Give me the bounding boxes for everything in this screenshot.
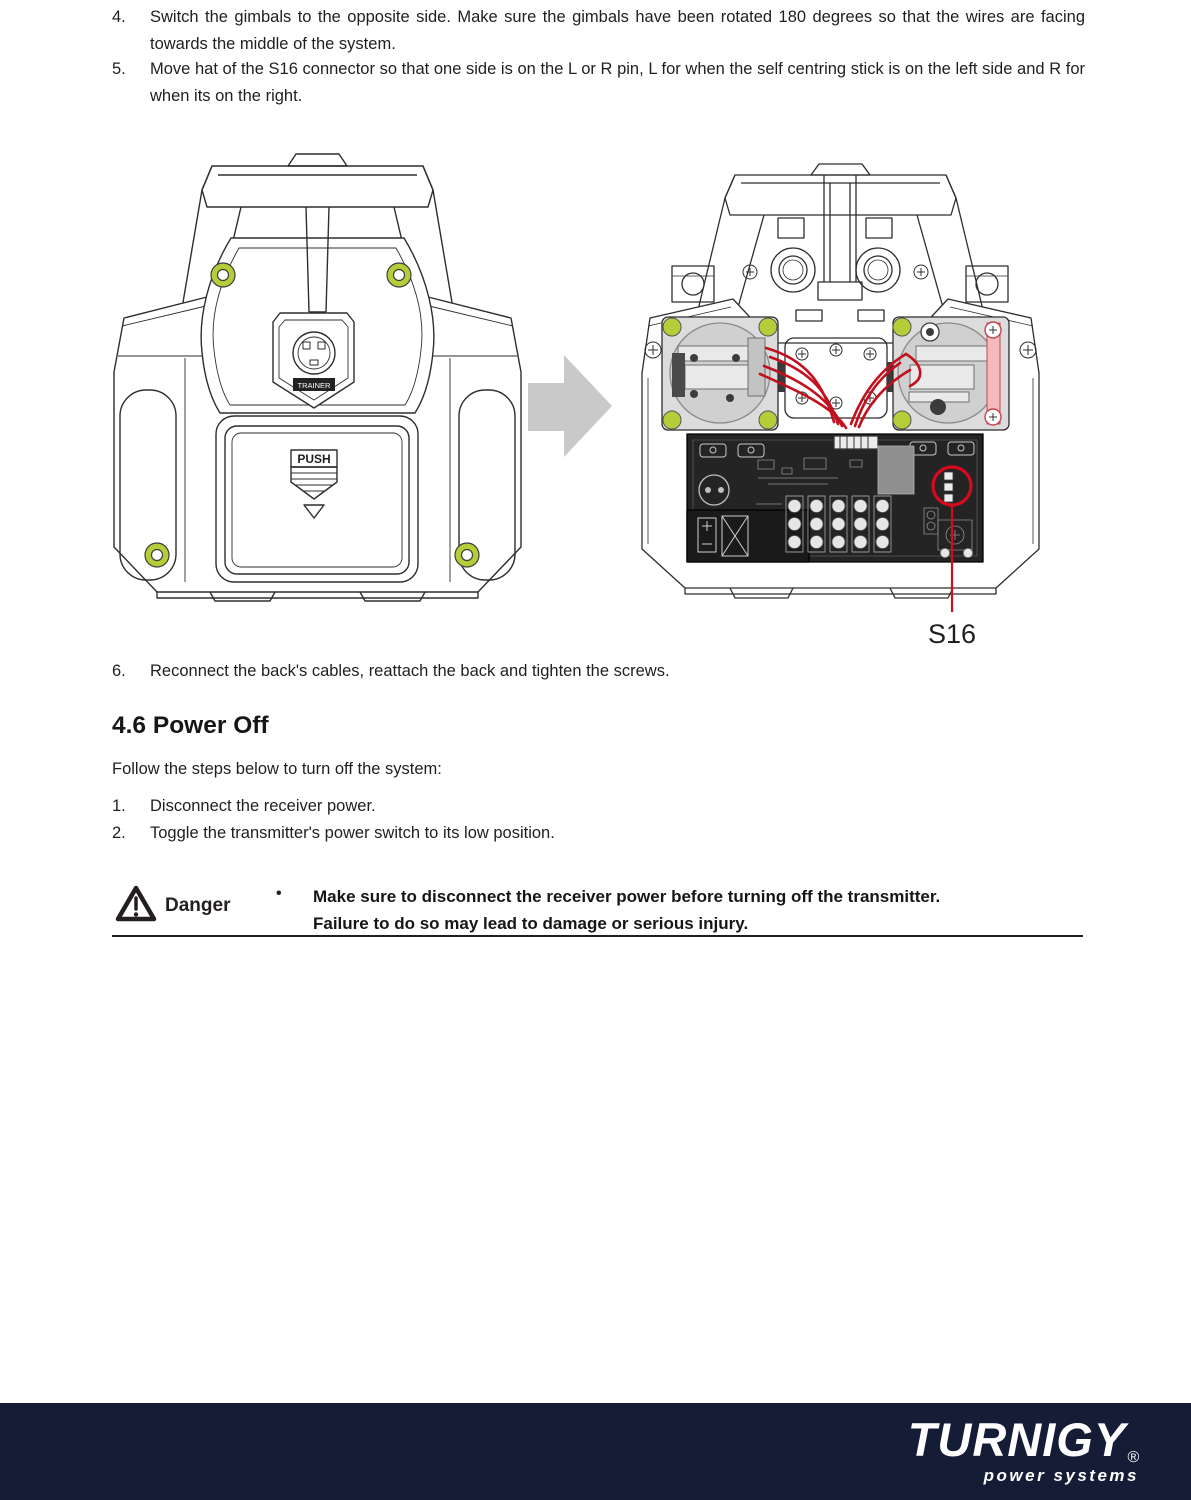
trainer-label: TRAINER	[297, 381, 331, 390]
right-arrow-icon	[528, 353, 612, 459]
wire-connector	[834, 436, 878, 449]
brand-name: TURNIGY	[907, 1413, 1127, 1466]
warning-triangle-icon	[115, 884, 157, 924]
push-label: PUSH	[297, 452, 331, 466]
danger-label: Danger	[165, 895, 231, 916]
horizontal-rule	[112, 935, 1083, 937]
list-item-number: 1.	[112, 797, 126, 815]
gimbal-assembly-right	[893, 317, 1009, 430]
list-item-number: 4.	[112, 8, 126, 26]
bullet: •	[276, 885, 282, 902]
s16-callout-label: S16	[927, 619, 977, 649]
corner-brackets	[672, 266, 1008, 302]
danger-text-line1: Make sure to disconnect the receiver power before turning off the transmitter.	[313, 887, 941, 906]
list-item-6	[112, 658, 1085, 685]
power-off-step-1	[112, 793, 1085, 820]
list-item-5	[112, 56, 1085, 109]
list-item-text: Reconnect the back's cables, reattach the back and tighten the screws.	[150, 662, 670, 680]
list-item-number: 6.	[112, 662, 126, 680]
registered-mark: ®	[1127, 1449, 1139, 1466]
pcb-shield	[878, 446, 914, 494]
list-item-4	[112, 4, 1085, 57]
transmitter-back-closed-diagram	[110, 150, 525, 605]
s16-connector-pins	[944, 472, 953, 502]
danger-text-line2: Failure to do so may lead to damage or serious injury.	[313, 914, 749, 933]
handle-cap	[288, 154, 347, 166]
list-item-number: 5.	[112, 60, 126, 78]
danger-text	[313, 883, 1088, 937]
list-item-text: Move hat of the S16 connector so that one side is on the L or R pin, L for when the self centring stick is on the left side and R for when its on the right.	[150, 60, 1085, 105]
list-item-text: Disconnect the receiver power.	[150, 797, 376, 815]
list-item-text: Switch the gimbals to the opposite side. Make sure the gimbals have been rotated 180 degrees so that the wires are facing towards the middle of the system.	[150, 8, 1085, 53]
footer-bar	[0, 1403, 1191, 1500]
list-item-text: Toggle the transmitter's power switch to its low position.	[150, 824, 555, 842]
power-off-step-2	[112, 820, 1085, 847]
handle-bar	[202, 166, 433, 207]
turnigy-logo	[907, 1413, 1139, 1486]
section-heading: 4.6 Power Off	[112, 712, 269, 739]
section-intro: Follow the steps below to turn off the system:	[112, 760, 442, 778]
list-item-number: 2.	[112, 824, 126, 842]
transmitter-back-open-diagram	[638, 160, 1043, 652]
stick-mount-holes	[771, 248, 900, 292]
brand-tagline: power systems	[983, 1466, 1139, 1485]
antenna-column	[824, 175, 856, 282]
